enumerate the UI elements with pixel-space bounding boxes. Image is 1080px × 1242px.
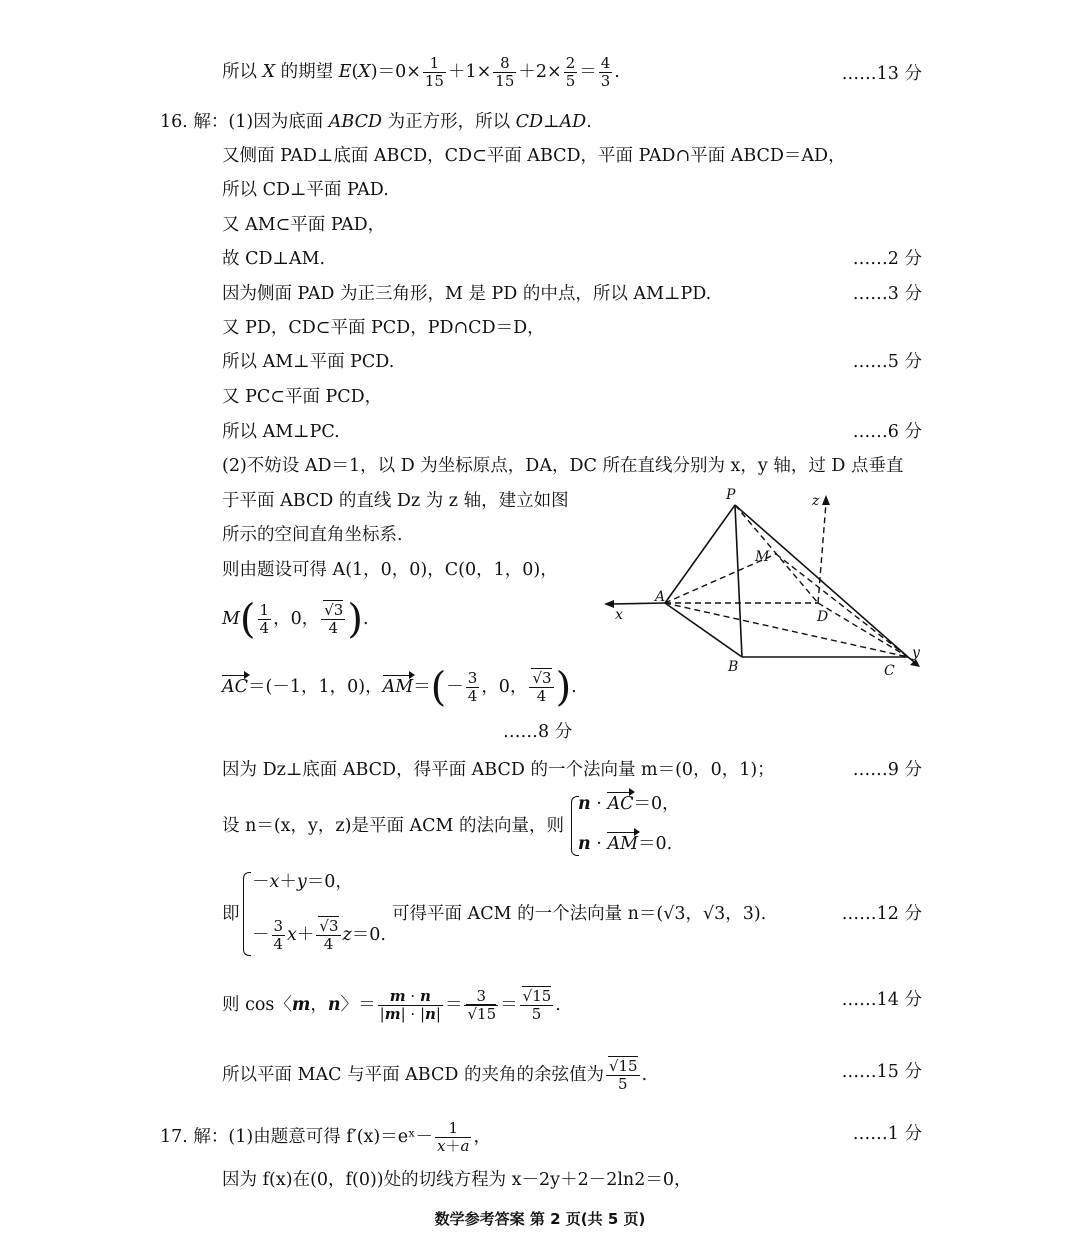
q16-line-7: 又 PD，CD⊂平面 PCD，PD∩CD＝D， bbox=[222, 318, 545, 338]
normal-n-result: 可得平面 ACM 的一个法向量 n＝(√3，√3，3). bbox=[392, 904, 767, 924]
system2-eq1: －x＋y＝0， bbox=[252, 872, 353, 892]
ji-label: 即 bbox=[222, 904, 240, 924]
system2-eq2: － $\frac{3}{4}$ x＋ $\frac{√3}{4}$ z＝0. bbox=[252, 917, 386, 953]
q16-line-14: 则由题设可得 A(1，0，0)，C(0，1，0)， bbox=[222, 560, 558, 580]
q16-line-11: (2)不妨设 AD＝1，以 D 为坐标原点，DA，DC 所在直线分别为 x，y 轴，过 D 点垂直 bbox=[222, 456, 904, 476]
system1-eq1: n · AC＝0， bbox=[578, 794, 680, 814]
label-C: C bbox=[884, 663, 895, 679]
label-A: A bbox=[655, 589, 666, 605]
q16-line-5: 故 CD⊥AM. bbox=[222, 249, 326, 269]
brace-2 bbox=[243, 872, 251, 956]
score-13: ……13 分 bbox=[841, 64, 922, 84]
q16-conclusion: 所以平面 MAC 与平面 ABCD 的夹角的余弦值为 $\frac{√15}{5}$ . bbox=[222, 1057, 648, 1093]
score-14: ……14 分 bbox=[841, 990, 922, 1010]
q17-line-2: 因为 f(x)在(0，f(0))处的切线方程为 x－2y＋2－2ln2＝0， bbox=[222, 1170, 692, 1190]
score-1: ……1 分 bbox=[852, 1124, 922, 1144]
q16-line-1: 16. 解：(1)因为底面 ABCD 为正方形，所以 CD⊥AD. bbox=[160, 112, 592, 132]
score-8: ……8 分 bbox=[503, 722, 573, 742]
page-footer: 数学参考答案 第 2 页(共 5 页) bbox=[434, 1210, 646, 1228]
q16-line-4: 又 AM⊂平面 PAD， bbox=[222, 215, 386, 235]
q17-line-1: 17. 解：(1)由题意可得 f′(x)＝eˣ－ $\frac{1}{x+a}$ ， bbox=[160, 1119, 491, 1155]
label-M: M bbox=[755, 549, 770, 565]
normal-m-line: 因为 Dz⊥底面 ABCD，得平面 ABCD 的一个法向量 m＝(0，0，1)； bbox=[222, 760, 775, 780]
normal-n-setup: 设 n＝(x，y，z)是平面 ACM 的法向量，则 bbox=[222, 816, 565, 836]
q16-head: 16. 解： bbox=[160, 112, 229, 132]
q16-line-10: 所以 AM⊥PC. bbox=[222, 422, 340, 442]
cos-line: 则 cos〈m，n〉＝ $\frac{m \cdot n}{|m| \cdot |n|}$ ＝ $\frac{3}{√15}$ ＝ $\frac{√15}{5}$ . bbox=[222, 987, 561, 1023]
conclusion-text: 所以平面 MAC 与平面 ABCD 的夹角的余弦值为 bbox=[222, 1065, 604, 1085]
score-6: ……6 分 bbox=[852, 422, 922, 442]
q16-line-8: 所以 AM⊥平面 PCD. bbox=[222, 352, 395, 372]
label-x: x bbox=[615, 607, 623, 623]
q16-line-6: 因为侧面 PAD 为正三角形，M 是 PD 的中点，所以 AM⊥PD. bbox=[222, 284, 712, 304]
q16-line-3: 所以 CD⊥平面 PAD. bbox=[222, 180, 389, 200]
expectation-line: 所以 X 的期望 E(X)＝0× $\frac{1}{15}$ ＋1× $\frac{8}{15}$ ＋2× $\frac{2}{5}$ ＝ $\frac{4}{3}$ . bbox=[222, 54, 620, 90]
label-B: B bbox=[728, 659, 739, 675]
score-12: ……12 分 bbox=[841, 904, 922, 924]
score-15: ……15 分 bbox=[841, 1062, 922, 1082]
score-9: ……9 分 bbox=[852, 760, 922, 780]
system1-eq2: n · AM＝0. bbox=[578, 834, 673, 854]
pyramid-figure bbox=[600, 485, 930, 685]
label-z: z bbox=[812, 493, 820, 509]
cos-label: 则 cos bbox=[222, 995, 275, 1015]
label-D: D bbox=[817, 609, 829, 625]
q17-head: 17. 解： bbox=[160, 1127, 229, 1147]
m-coordinates: M( $\frac{1}{4}$ ，0， $\frac{√3}{4}$ ). bbox=[222, 596, 369, 643]
q16-line-13: 所示的空间直角坐标系. bbox=[222, 525, 403, 545]
score-2: ……2 分 bbox=[852, 249, 922, 269]
score-3: ……3 分 bbox=[852, 284, 922, 304]
score-5: ……5 分 bbox=[852, 352, 922, 372]
label-P: P bbox=[726, 487, 736, 503]
q16-line-12: 于平面 ABCD 的直线 Dz 为 z 轴，建立如图 bbox=[222, 491, 569, 511]
q17-derivative: (1)由题意可得 f′(x)＝eˣ－ bbox=[228, 1127, 434, 1147]
q16-line-9: 又 PC⊂平面 PCD， bbox=[222, 387, 383, 407]
vectors-line: AC＝(－1，1，0)，AM＝(－ $\frac{3}{4}$ ，0， $\frac{√3}{4}$ ). bbox=[222, 664, 577, 711]
label-y: y bbox=[912, 645, 920, 661]
q16-line-2: 又侧面 PAD⊥底面 ABCD，CD⊂平面 ABCD，平面 PAD∩平面 ABCD＝AD， bbox=[222, 146, 846, 166]
